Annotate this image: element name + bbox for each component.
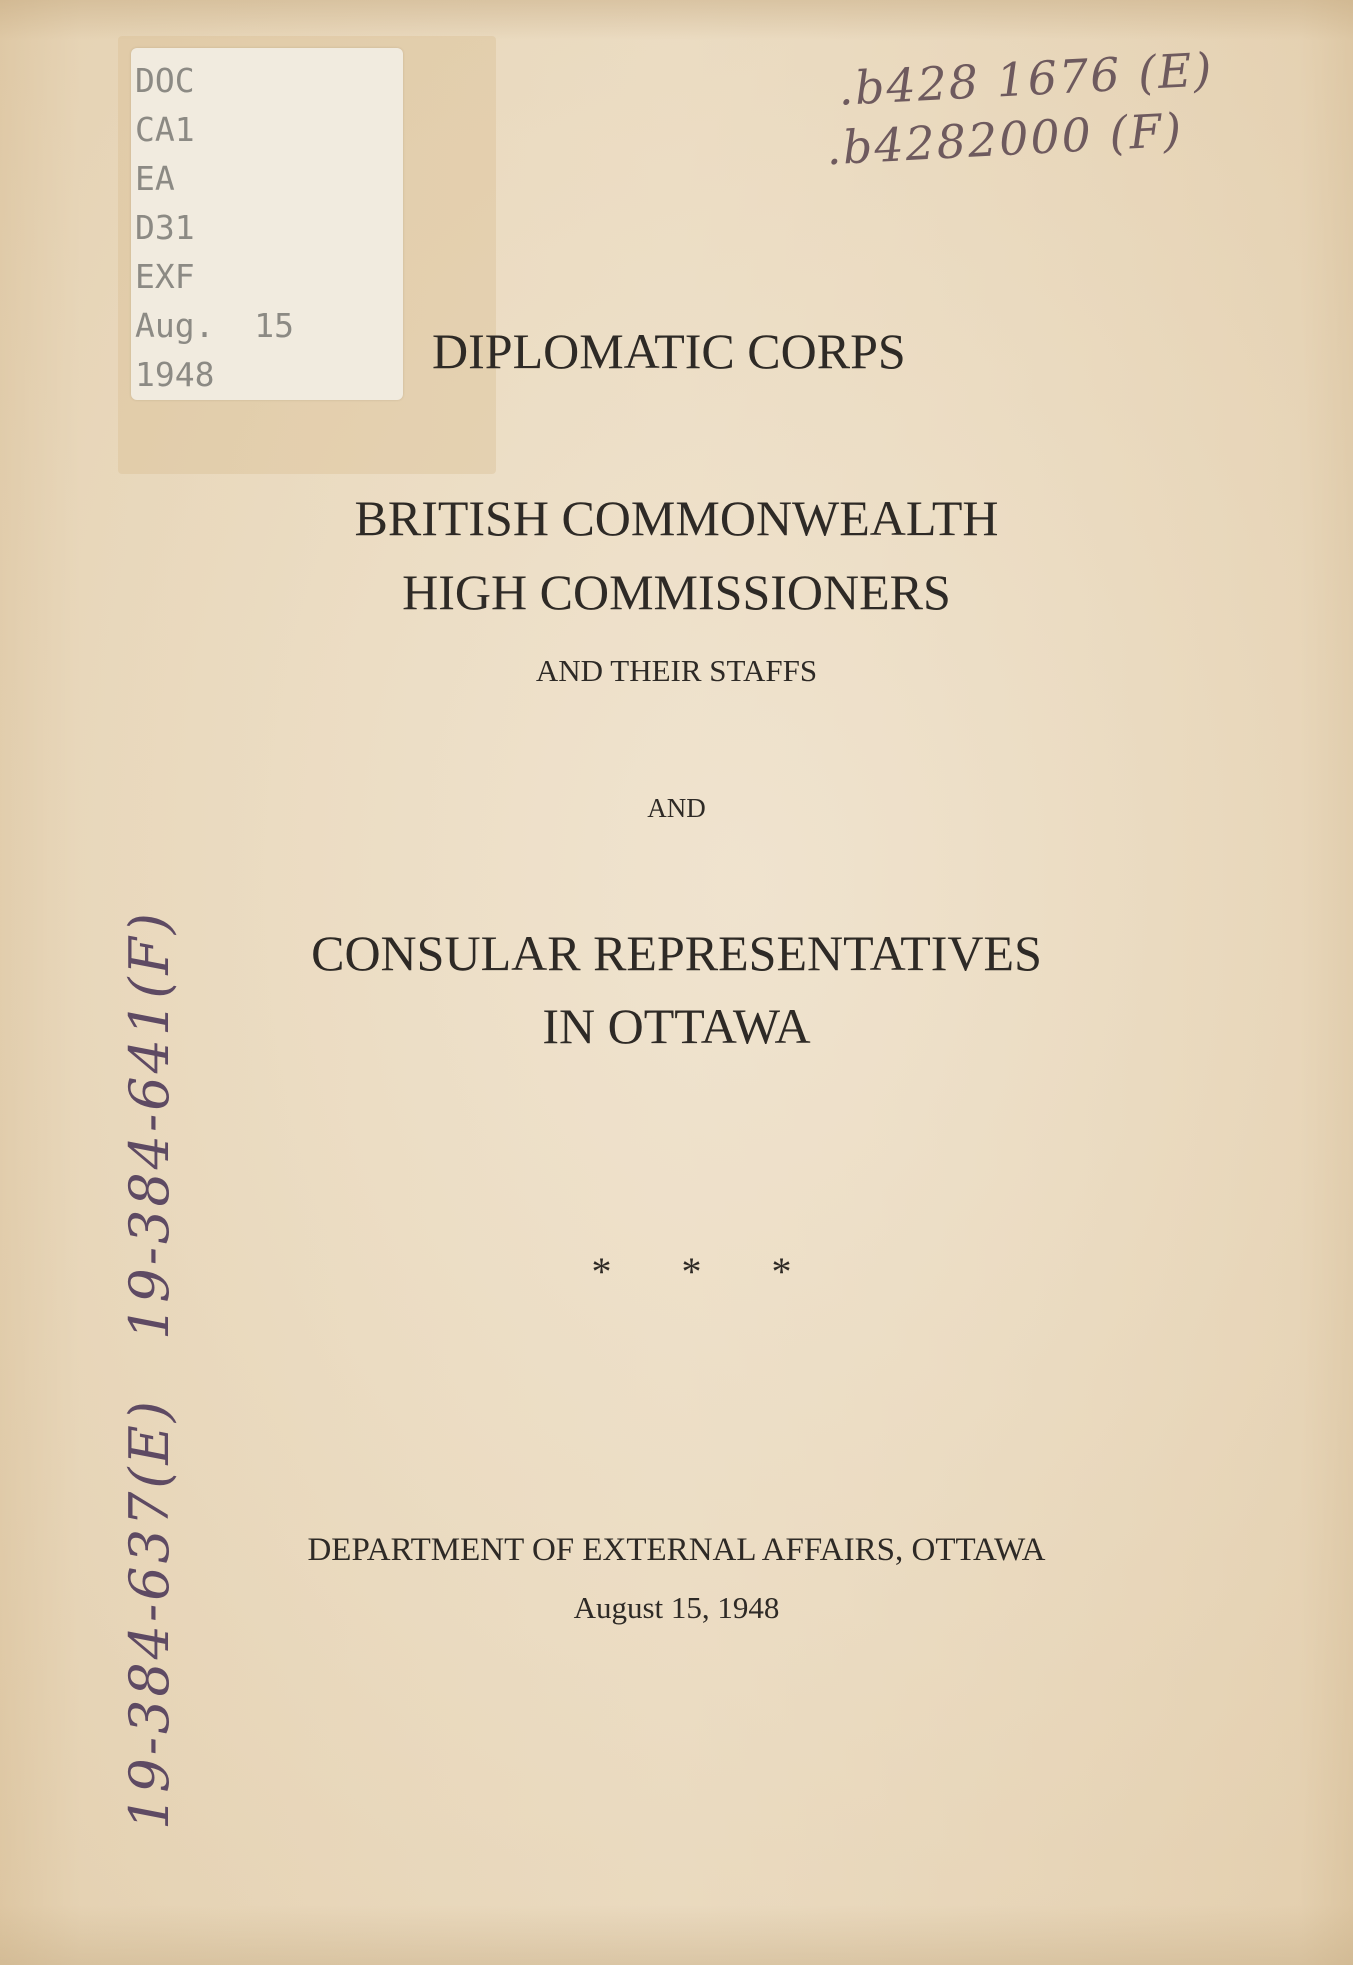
subtitle-line: AND THEIR STAFFS — [535, 653, 818, 688]
call-number-line: CA1 — [135, 110, 195, 149]
handwritten-note: .b4282000 (F) — [824, 102, 1185, 176]
title-line: BRITISH COMMONWEALTH — [354, 490, 999, 546]
publisher-department: DEPARTMENT OF EXTERNAL AFFAIRS, OTTAWA — [307, 1532, 1046, 1568]
connector-text: AND — [647, 793, 706, 823]
call-number-line: Aug. 15 — [135, 306, 294, 345]
title-line: CONSULAR REPRESENTATIVES — [311, 925, 1042, 981]
handwritten-side-note: 19-384-641(F) — [118, 910, 181, 1340]
title-line: IN OTTAWA — [542, 998, 811, 1054]
asterisk-ornament: * * * — [591, 1249, 822, 1294]
call-number-line: D31 — [135, 208, 195, 247]
call-number-line: DOC — [135, 61, 195, 100]
title-line: HIGH COMMISSIONERS — [402, 564, 951, 620]
handwritten-note: .b428 1676 (E) — [836, 42, 1215, 116]
handwritten-side-note: 19-384-637(E) — [118, 1398, 181, 1830]
call-number-line: 1948 — [135, 355, 215, 394]
publication-date: August 15, 1948 — [573, 1590, 780, 1625]
call-number-line: EA — [135, 159, 175, 198]
heading-diplomatic-corps: DIPLOMATIC CORPS — [432, 323, 906, 379]
call-number-label — [131, 48, 403, 400]
call-number-line: EXF — [135, 257, 195, 296]
